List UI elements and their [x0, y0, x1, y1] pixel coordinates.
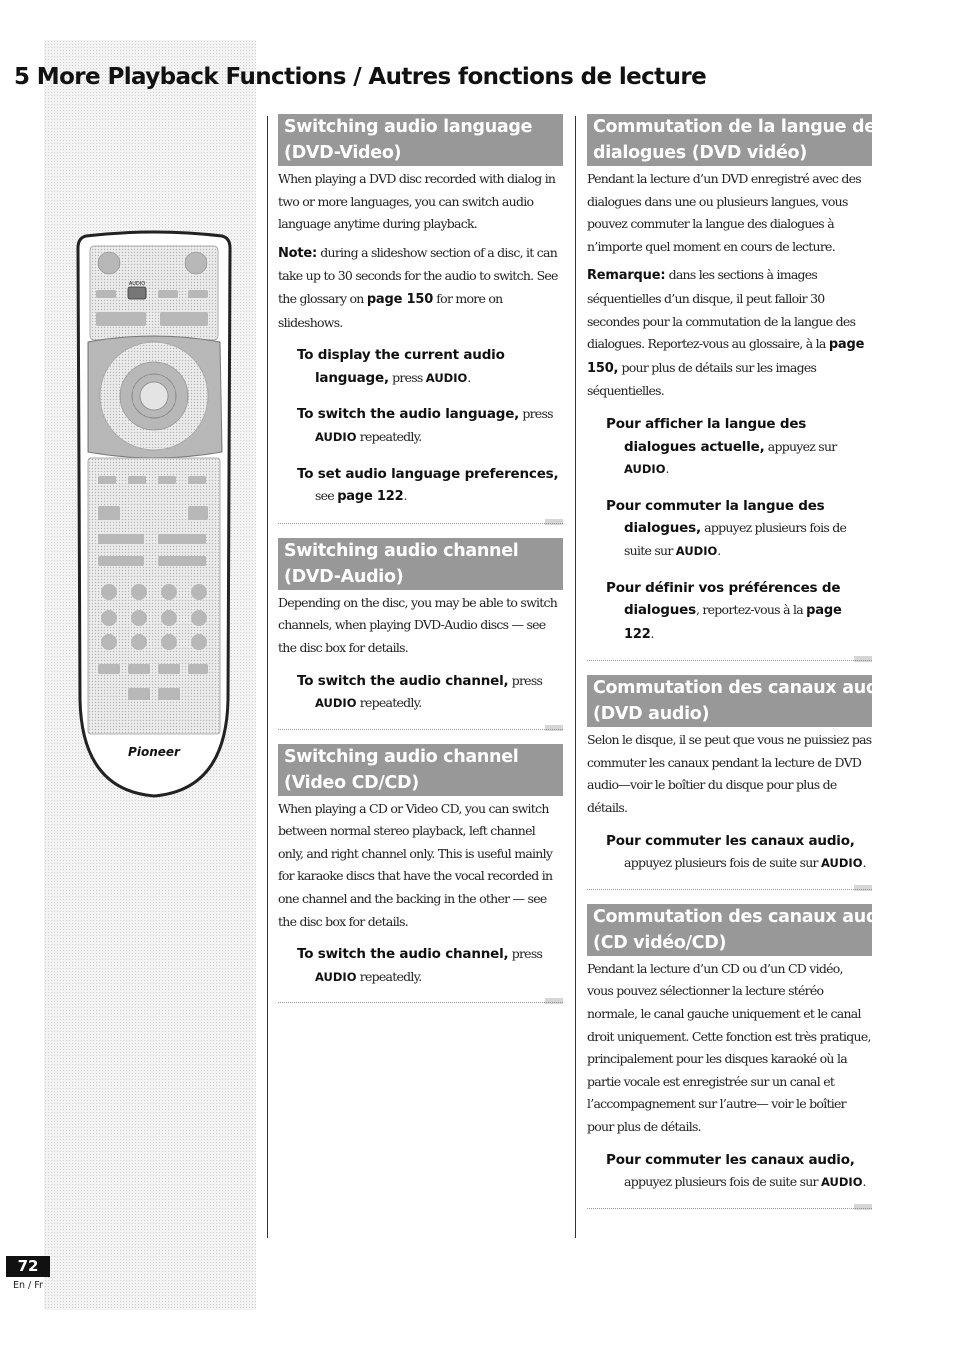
- instruction-item: To display the current audio language, press AUDIO.: [297, 347, 505, 386]
- section-separator: [278, 1002, 563, 1005]
- language-indicator: En / Fr: [13, 1280, 43, 1291]
- section-body: Pendant la lecture d’un CD ou d’un CD vidéo, vous pouvez sélectionner la lecture stéréo normale, le canal gauche uniquement et le canal droit uniquement. Cette fonction est très pratique, principalement pour les disques karaoké où la partie vocale est enregistrée sur un canal et l’accompagnement sur l’autre— voir le boîtier pour plus de détails.: [587, 960, 871, 1134]
- instruction-item: Pour commuter les canaux audio, appuyez plusieurs fois de suite sur AUDIO.: [606, 832, 866, 871]
- section-heading-canaux-dvd-audio: Commutation des canaux audio (DVD audio): [587, 675, 872, 727]
- section-body: Depending on the disc, you may be able to switch channels, when playing DVD-Audio discs — see the disc box for details.: [278, 594, 558, 655]
- instruction-item: Pour commuter les canaux audio, appuyez plusieurs fois de suite sur AUDIO.: [606, 1151, 866, 1190]
- section-separator: [587, 660, 872, 663]
- remote-brand-logo: Pioneer: [128, 745, 180, 759]
- section-separator: [587, 1208, 872, 1211]
- section-body: Selon le disque, il se peut que vous ne puissiez pas commuter les canaux pendant la lecture de DVD audio—voir le boîtier du disque pour plus de détails.: [587, 732, 872, 816]
- section-heading-audio-channel-dvd-audio: Switching audio channel (DVD-Audio): [278, 538, 563, 590]
- column-divider-right: [575, 116, 576, 1238]
- remote-audio-label: AUDIO: [128, 281, 146, 287]
- section-heading-audio-language: Switching audio language (DVD-Video): [278, 114, 563, 166]
- instruction-item: To switch the audio channel, press AUDIO repeatedly.: [297, 946, 543, 984]
- section-heading-audio-channel-cd: Switching audio channel (Video CD/CD): [278, 744, 563, 796]
- instruction-item: Pour définir vos préférences de dialogues, reportez-vous à la page 122.: [606, 579, 842, 642]
- english-column: [278, 114, 563, 1017]
- note-paragraph: Remarque: dans les sections à images séquentielles d’un disque, il peut falloir 30 secondes pour la commutation de la langue des dialogues. Reportez-vous au glossaire, à la page 150, pour plus de détails sur les images séquentielles.: [587, 267, 865, 399]
- instruction-item: To switch the audio channel, press AUDIO repeatedly.: [297, 672, 543, 711]
- remote-control-illustration: [76, 230, 232, 802]
- section-separator: [587, 889, 872, 892]
- instruction-item: To set audio language preferences, see page 122.: [297, 465, 559, 505]
- section-separator: [278, 729, 563, 732]
- section-heading-canaux-cd: Commutation des canaux audio (CD vidéo/CD): [587, 904, 872, 956]
- instruction-item: Pour afficher la langue des dialogues actuelle, appuyez sur AUDIO.: [606, 415, 837, 477]
- section-separator: [278, 523, 563, 526]
- french-column: [587, 114, 896, 1223]
- section-heading-langue-dialogues: Commutation de la langue des dialogues (DVD vidéo): [587, 114, 872, 166]
- note-paragraph: Note: during a slideshow section of a disc, it can take up to 30 seconds for the audio to switch. See the glossary on page 150 for more on slideshows.: [278, 244, 558, 330]
- section-body: When playing a CD or Video CD, you can switch between normal stereo playback, left channel only, and right channel only. This is useful mainly for karaoke discs that have the vocal recorded in one channel and the backing in the other — see the disc box for details.: [278, 800, 553, 929]
- page-title: 5 More Playback Functions / Autres fonctions de lecture: [14, 64, 707, 90]
- instruction-item: To switch the audio language, press AUDIO repeatedly.: [297, 406, 553, 444]
- section-body: Pendant la lecture d’un DVD enregistré avec des dialogues dans une ou plusieurs langues, vous pouvez commuter la langue des dialogues à n’importe quel moment en cours de lecture.: [587, 171, 861, 254]
- column-divider-left: [267, 116, 268, 1238]
- instruction-item: Pour commuter la langue des dialogues, appuyez plusieurs fois de suite sur AUDIO.: [606, 497, 847, 558]
- section-body: When playing a DVD disc recorded with dialog in two or more languages, you can switch audio language anytime during playback.: [278, 171, 556, 232]
- page-number: 72: [6, 1256, 50, 1277]
